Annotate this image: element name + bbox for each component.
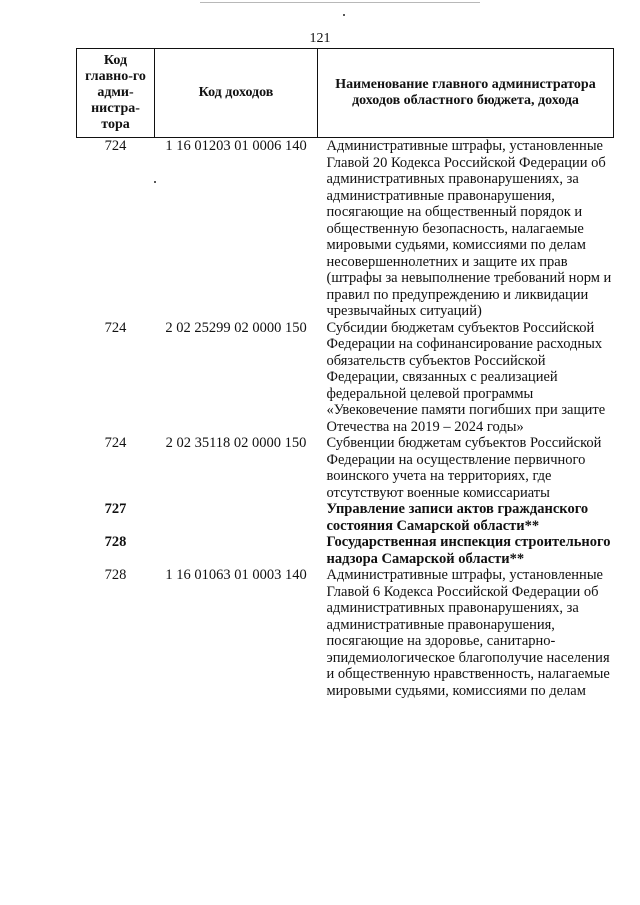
- name-cell: Субсидии бюджетам субъектов Российской Федерации на софинансирование расходных обязательств субъектов Российской Федерации, связанных с реализацией федеральной целевой программы «Увековечение памяти погибших при защите Отечества на 2019 – 2024 годы»: [326, 319, 606, 435]
- revenue-code-cell: 2 02 35118 02 0000 150: [165, 435, 307, 451]
- table-row-administrator: [77, 534, 614, 567]
- table-row: [77, 567, 614, 699]
- revenue-codes-table: [76, 48, 614, 699]
- admin-code-cell: 727: [104, 501, 127, 517]
- name-cell: Государственная инспекция строительного надзора Самарской области**: [326, 534, 611, 567]
- revenue-code-cell: 1 16 01063 01 0003 140: [165, 567, 307, 583]
- header-admin-code: Код главно-го адми-нистра-тора: [77, 49, 155, 138]
- revenue-code-cell: 1 16 01203 01 0006 140: [165, 138, 307, 154]
- admin-code-cell: 724: [104, 435, 127, 451]
- table-header-row: [77, 49, 614, 138]
- page-number: 121: [309, 31, 331, 46]
- name-cell: Управление записи актов гражданского состояния Самарской области**: [326, 501, 589, 534]
- name-cell: Административные штрафы, установленные Главой 20 Кодекса Российской Федерации об административных правонарушениях, за административные правонарушения, посягающие на общественный порядок и общественную безопасность, налагаемые мировыми судьями, комиссиями по делам несовершеннолетних и защите их прав (штрафы за невыполнение требований норм и правил по предупреждению и ликвидации чрезвычайных ситуаций): [326, 138, 612, 319]
- admin-code-cell: 728: [104, 534, 127, 550]
- revenue-code-cell: [155, 501, 318, 534]
- admin-code-cell: 724: [104, 319, 127, 336]
- name-cell: Административные штрафы, установленные Главой 6 Кодекса Российской Федерации об административных правонарушениях, за административные правонарушения, посягающие на здоровье, санитарно-эпидемиологическое благополучие населения и общественную нравственность, налагаемые мировыми судьями, комиссиями по делам: [326, 567, 610, 699]
- revenue-code-cell: 2 02 25299 02 0000 150: [165, 319, 307, 336]
- table-row: [77, 138, 614, 320]
- revenue-code-cell: [155, 534, 318, 567]
- scan-artifact-line: [200, 2, 480, 3]
- name-cell: Субвенции бюджетам субъектов Российской Федерации на осуществление первичного воинского учета на территориях, где отсутствуют военные комиссариаты: [326, 435, 602, 501]
- header-revenue-code: Код доходов: [155, 49, 318, 138]
- header-name: Наименование главного администратора доходов областного бюджета, дохода: [318, 49, 614, 138]
- admin-code-cell: 728: [104, 567, 127, 583]
- table-row: [77, 435, 614, 501]
- admin-code-cell: 724: [104, 138, 127, 154]
- scan-speck: [343, 14, 345, 16]
- table-row: [77, 320, 614, 436]
- table-row-administrator: [77, 501, 614, 534]
